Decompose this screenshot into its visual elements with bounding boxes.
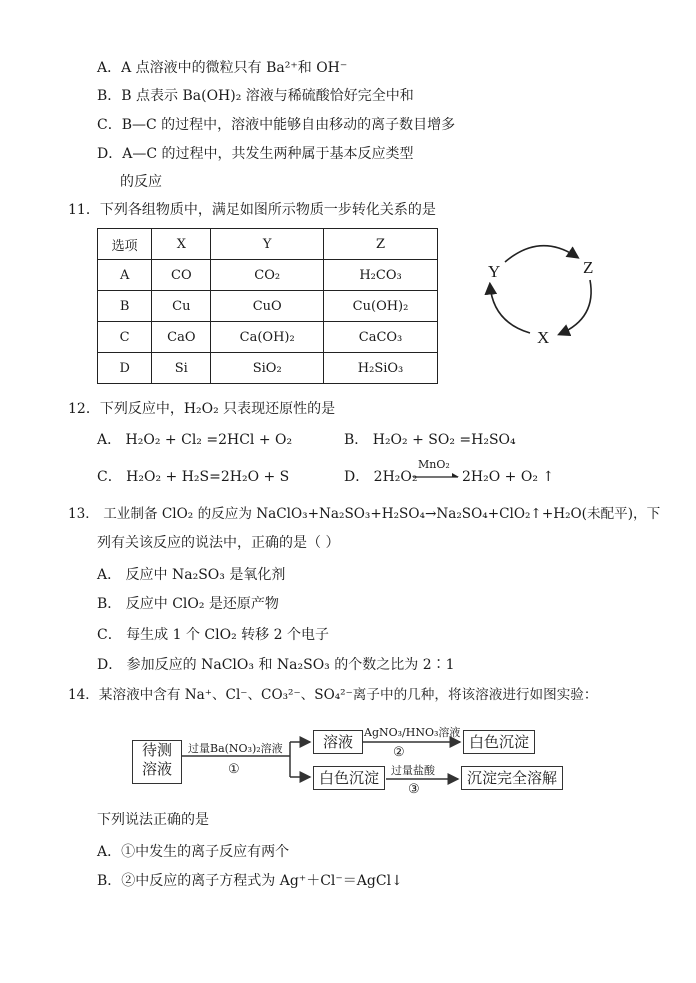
table-header-row (98, 229, 438, 260)
q11-stem: 11．下列各组物质中，满足如图所示物质一步转化关系的是 (68, 202, 436, 218)
cycle-node-y: Y (488, 262, 501, 281)
q10-option-b: B．B 点表示 Ba(OH)₂ 溶液与稀硫酸恰好完全中和 (97, 88, 414, 104)
flow-box-white-ppt: 白色沉淀 (313, 766, 385, 790)
q12-option-d-right: 2H₂O + O₂ ↑ (462, 469, 555, 485)
table-cell: CaO (152, 322, 211, 353)
table-cell: H₂CO₃ (324, 260, 438, 291)
table-cell: Cu (152, 291, 211, 322)
q12-option-d-left: D． 2H₂O₂ (344, 469, 418, 485)
flow-box-solution: 溶液 (313, 730, 363, 754)
table-header-cell: Y (211, 229, 324, 260)
flow-step3-label: 过量盐酸 (391, 764, 435, 777)
table-cell: CO₂ (211, 260, 324, 291)
table-header-cell: 选项 (98, 229, 152, 260)
q13-stem-line2: 列有关该反应的说法中，正确的是（ ） (97, 535, 340, 551)
q10-option-d-continued: 的反应 (120, 174, 162, 190)
flow-box-dissolved: 沉淀完全溶解 (461, 766, 563, 790)
table-cell: CuO (211, 291, 324, 322)
table-row (98, 260, 438, 291)
table-row (98, 353, 438, 384)
q13-option-d: D． 参加反应的 NaClO₃ 和 Na₂SO₃ 的个数之比为 2∶1 (97, 657, 455, 673)
cycle-node-x: X (537, 328, 550, 347)
q14-option-b: B．②中反应的离子方程式为 Ag⁺＋Cl⁻＝AgCl↓ (97, 873, 403, 889)
table-cell: H₂SiO₃ (324, 353, 438, 384)
q14-option-a: A．①中发生的离子反应有两个 (97, 844, 290, 860)
q10-option-c: C．B—C 的过程中，溶液中能够自由移动的离子数目增多 (97, 117, 456, 133)
table-header-cell: X (152, 229, 211, 260)
q13-option-a: A． 反应中 Na₂SO₃ 是氧化剂 (97, 567, 286, 583)
q12-stem: 12．下列反应中，H₂O₂ 只表现还原性的是 (68, 401, 336, 417)
flow-box-white-ppt-result: 白色沉淀 (463, 730, 535, 754)
q13-option-b: B． 反应中 ClO₂ 是还原产物 (97, 596, 279, 612)
table-row (98, 291, 438, 322)
table-cell: CaCO₃ (324, 322, 438, 353)
arrow-x-to-y (490, 285, 530, 333)
table-header-cell: Z (324, 229, 438, 260)
q13-option-c: C． 每生成 1 个 ClO₂ 转移 2 个电子 (97, 627, 329, 643)
table-cell: CO (152, 260, 211, 291)
flow-step2-number: ② (393, 745, 405, 760)
q12-option-c: C． H₂O₂ + H₂S=2H₂O + S (97, 469, 290, 485)
table-row (98, 322, 438, 353)
flow-step1-label: 过量Ba(NO₃)₂溶液 (188, 742, 283, 755)
flow-step2-label: AgNO₃/HNO₃溶液 (364, 726, 461, 739)
q12-option-b: B． H₂O₂ + SO₂ =H₂SO₄ (344, 432, 516, 448)
q10-option-d: D．A—C 的过程中，共发生两种属于基本反应类型 (97, 146, 414, 162)
q14-stem: 14．某溶液中含有 Na⁺、Cl⁻、CO₃²⁻、SO₄²⁻离子中的几种，将该溶液进行如图实验： (68, 687, 598, 703)
arrow-z-to-x (560, 280, 591, 334)
table-cell: A (98, 260, 152, 291)
q11-table (97, 228, 438, 384)
q10-option-a: A．A 点溶液中的微粒只有 Ba²⁺和 OH⁻ (97, 60, 348, 76)
q12-option-d-catalyst: MnO₂ (418, 458, 450, 471)
flow-step1-number: ① (228, 762, 240, 777)
cycle-node-z: Z (583, 258, 594, 277)
table-cell: SiO₂ (211, 353, 324, 384)
table-cell: C (98, 322, 152, 353)
flow-box-sample: 待测 溶液 (132, 740, 182, 784)
q13-stem-line1: 13． 工业制备 ClO₂ 的反应为 NaClO₃+Na₂SO₃+H₂SO₄→Na₂SO₄+ClO₂↑+H₂O(未配平)，下 (68, 506, 661, 522)
table-cell: Ca(OH)₂ (211, 322, 324, 353)
q12-option-a: A． H₂O₂ + Cl₂ =2HCl + O₂ (97, 432, 293, 448)
table-cell: B (98, 291, 152, 322)
arrow-y-to-z (505, 246, 577, 262)
table-cell: D (98, 353, 152, 384)
table-cell: Cu(OH)₂ (324, 291, 438, 322)
reaction-arrow-head (452, 473, 459, 477)
table-cell: Si (152, 353, 211, 384)
q14-prompt: 下列说法正确的是 (97, 812, 209, 828)
flow-step3-number: ③ (408, 782, 420, 797)
